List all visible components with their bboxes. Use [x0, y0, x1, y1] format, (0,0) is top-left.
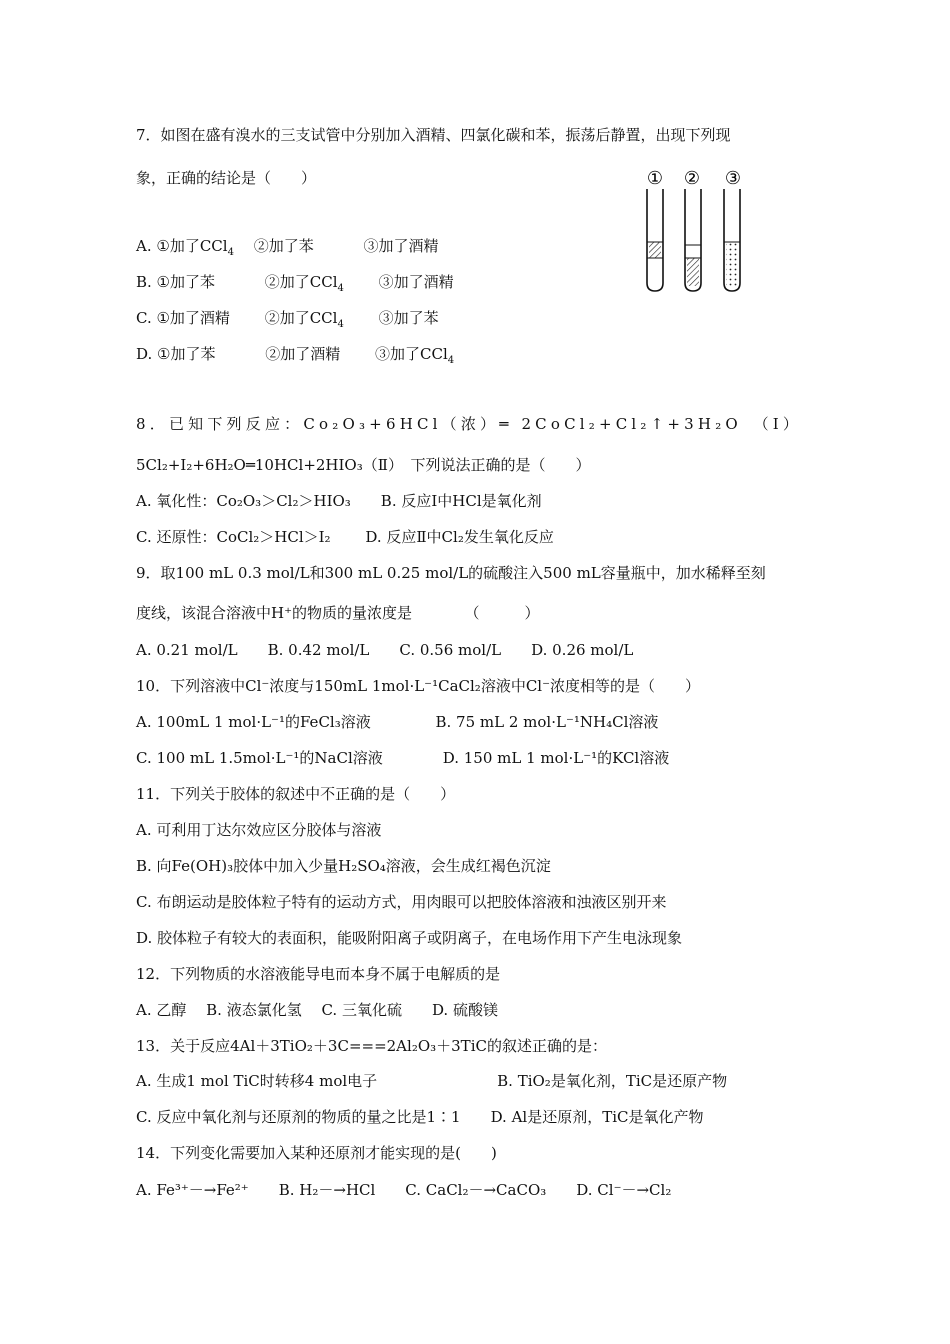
q14-stem: 14．下列变化需要加入某种还原剂才能实现的是( )	[136, 1144, 497, 1162]
q13-options-ab: A. 生成1 mol TiC时转移4 mol电子 B. TiO₂是氧化剂，TiC是还原产物	[136, 1072, 728, 1090]
test-tube-3	[724, 189, 740, 291]
q11-option-d: D. 胶体粒子有较大的表面积，能吸附阳离子或阴离子，在电场作用下产生电泳现象	[136, 929, 683, 947]
q8-stem-line2: 5Cl₂+I₂+6H₂O═10HCl+2HIO₃（Ⅱ） 下列说法正确的是（ ）	[136, 456, 591, 474]
q7-option-c: C. ①加了酒精 ②加了CCl$_4$ ③加了苯	[136, 309, 439, 330]
q11-stem: 11．下列关于胶体的叙述中不正确的是（ ）	[136, 785, 456, 803]
q12-options: A. 乙醇 B. 液态氯化氢 C. 三氧化硫 D. 硫酸镁	[136, 1001, 498, 1019]
test-tube-2	[685, 189, 701, 291]
q7-stem-line2: 象，正确的结论是（ ）	[136, 169, 317, 187]
q10-options-ab: A. 100mL 1 mol·L⁻¹的FeCl₃溶液 B. 75 mL 2 mol·L⁻¹NH₄Cl溶液	[136, 713, 659, 731]
q11-option-a: A. 可利用丁达尔效应区分胶体与溶液	[136, 821, 382, 839]
q13-options-cd: C. 反应中氧化剂与还原剂的物质的量之比是1∶1 D. Al是还原剂，TiC是氧化产物	[136, 1108, 704, 1126]
q9-stem-line1: 9．取100 mL 0.3 mol/L和300 mL 0.25 mol/L的硫酸注入500 mL容量瓶中，加水稀释至刻	[136, 564, 766, 582]
tube-label-1: ①	[646, 168, 664, 189]
test-tubes-figure	[638, 167, 758, 297]
test-tube-1	[647, 189, 663, 291]
q9-options: A. 0.21 mol/L B. 0.42 mol/L C. 0.56 mol/L D. 0.26 mol/L	[136, 641, 634, 659]
q7-option-a: A. ①加了CCl$_4$ ②加了苯 ③加了酒精	[136, 237, 439, 258]
q9-stem-line2: 度线，该混合溶液中H⁺的物质的量浓度是 （ ）	[136, 604, 540, 622]
q8-stem-line1: 8．已知下列反应：Co₂O₃+6HCl（浓）═ 2CoCl₂+Cl₂↑+3H₂O （Ⅰ）	[136, 415, 803, 433]
q7-option-b: B. ①加了苯 ②加了CCl$_4$ ③加了酒精	[136, 273, 454, 294]
q7-stem-line1: 7．如图在盛有溴水的三支试管中分别加入酒精、四氯化碳和苯，振荡后静置，出现下列现	[136, 126, 731, 144]
q11-option-b: B. 向Fe(OH)₃胶体中加入少量H₂SO₄溶液，会生成红褐色沉淀	[136, 857, 551, 875]
tube-label-3: ③	[724, 168, 742, 189]
q8-options-cd: C. 还原性：CoCl₂＞HCl＞I₂ D. 反应Ⅱ中Cl₂发生氧化反应	[136, 528, 554, 546]
q7-option-d: D. ①加了苯 ②加了酒精 ③加了CCl$_4$	[136, 345, 455, 366]
q14-options: A. Fe³⁺－→Fe²⁺ B. H₂－→HCl C. CaCl₂－→CaCO₃ D. Cl⁻－→Cl₂	[136, 1181, 672, 1199]
q10-options-cd: C. 100 mL 1.5mol·L⁻¹的NaCl溶液 D. 150 mL 1 mol·L⁻¹的KCl溶液	[136, 749, 670, 767]
q11-option-c: C. 布朗运动是胶体粒子特有的运动方式，用肉眼可以把胶体溶液和浊液区别开来	[136, 893, 667, 911]
q8-options-ab: A. 氧化性：Co₂O₃＞Cl₂＞HIO₃ B. 反应Ⅰ中HCl是氧化剂	[136, 492, 542, 510]
tube-label-2: ②	[683, 168, 701, 189]
q12-stem: 12．下列物质的水溶液能导电而本身不属于电解质的是	[136, 965, 501, 983]
q10-stem: 10．下列溶液中Cl⁻浓度与150mL 1mol·L⁻¹CaCl₂溶液中Cl⁻浓度相等的是（ ）	[136, 677, 701, 695]
q13-stem: 13．关于反应4Al＋3TiO₂＋3C===2Al₂O₃＋3TiC的叙述正确的是：	[136, 1037, 607, 1055]
